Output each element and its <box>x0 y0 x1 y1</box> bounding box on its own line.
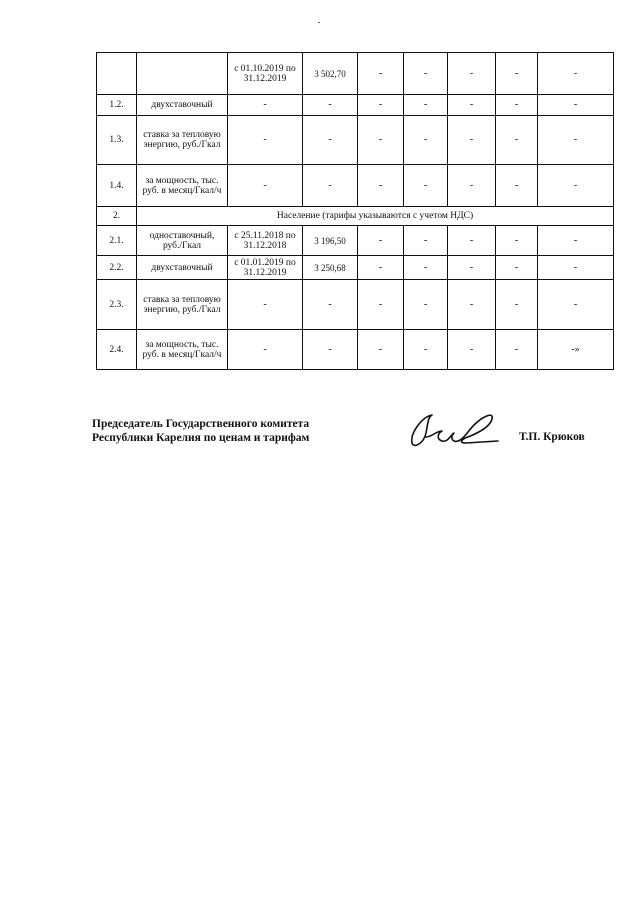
empty-value-cell: - <box>496 95 538 116</box>
table-row <box>97 256 614 280</box>
table-row <box>97 280 614 330</box>
row-number-cell: 1.2. <box>97 95 137 116</box>
empty-value-cell: - <box>538 165 614 207</box>
empty-value-cell: - <box>496 256 538 280</box>
empty-value-cell: - <box>448 280 496 330</box>
period-cell: с 01.01.2019 по 31.12.2019 <box>228 256 303 280</box>
signer-name: Т.П. Крюков <box>519 431 585 443</box>
empty-value-cell: - <box>358 165 404 207</box>
empty-value-cell: - <box>358 95 404 116</box>
table-row <box>97 53 614 95</box>
row-number-cell: 2. <box>97 207 137 226</box>
scan-speck <box>318 22 320 23</box>
empty-value-cell: - <box>496 116 538 165</box>
empty-value-cell: - <box>358 116 404 165</box>
value-cell: 3 250,68 <box>303 256 358 280</box>
tariff-name-cell: одноставочный, руб./Гкал <box>137 226 228 256</box>
signer-title-line1: Председатель Государственного комитета <box>92 418 310 430</box>
value-cell: 3 502,70 <box>303 53 358 95</box>
table-row <box>97 226 614 256</box>
signer-title-line2: Республики Карелия по ценам и тарифам <box>92 432 310 444</box>
empty-value-cell: - <box>538 53 614 95</box>
empty-value-cell: - <box>404 95 448 116</box>
table-row <box>97 330 614 370</box>
empty-value-cell: - <box>404 53 448 95</box>
empty-value-cell: - <box>496 226 538 256</box>
tariff-name-cell: ставка за тепловую энергию, руб./Гкал <box>137 116 228 165</box>
empty-value-cell: - <box>496 165 538 207</box>
empty-value-cell: - <box>404 330 448 370</box>
empty-value-cell: -» <box>538 330 614 370</box>
row-number-cell: 1.3. <box>97 116 137 165</box>
period-cell: с 01.10.2019 по 31.12.2019 <box>228 53 303 95</box>
value-cell: 3 196,50 <box>303 226 358 256</box>
period-cell: - <box>228 330 303 370</box>
empty-value-cell: - <box>404 256 448 280</box>
empty-value-cell: - <box>538 95 614 116</box>
tariff-name-cell: двухставочный <box>137 256 228 280</box>
period-cell: - <box>228 165 303 207</box>
table-row <box>97 165 614 207</box>
row-number-cell: 2.4. <box>97 330 137 370</box>
value-cell: - <box>303 95 358 116</box>
empty-value-cell: - <box>448 165 496 207</box>
row-number-cell: 2.3. <box>97 280 137 330</box>
row-number-cell <box>97 53 137 95</box>
empty-value-cell: - <box>496 280 538 330</box>
tariff-table-body <box>97 53 614 370</box>
empty-value-cell: - <box>404 226 448 256</box>
value-cell: - <box>303 330 358 370</box>
tariff-name-cell <box>137 53 228 95</box>
empty-value-cell: - <box>448 116 496 165</box>
empty-value-cell: - <box>496 330 538 370</box>
value-cell: - <box>303 116 358 165</box>
table-row <box>97 116 614 165</box>
empty-value-cell: - <box>358 256 404 280</box>
empty-value-cell: - <box>404 165 448 207</box>
table-row <box>97 95 614 116</box>
empty-value-cell: - <box>404 116 448 165</box>
empty-value-cell: - <box>358 280 404 330</box>
value-cell: - <box>303 280 358 330</box>
empty-value-cell: - <box>448 95 496 116</box>
empty-value-cell: - <box>538 256 614 280</box>
row-number-cell: 1.4. <box>97 165 137 207</box>
empty-value-cell: - <box>496 53 538 95</box>
handwritten-signature <box>402 403 502 453</box>
empty-value-cell: - <box>448 53 496 95</box>
value-cell: - <box>303 165 358 207</box>
empty-value-cell: - <box>538 116 614 165</box>
empty-value-cell: - <box>448 256 496 280</box>
empty-value-cell: - <box>358 226 404 256</box>
empty-value-cell: - <box>358 330 404 370</box>
tariff-name-cell: ставка за тепловую энергию, руб./Гкал <box>137 280 228 330</box>
empty-value-cell: - <box>404 280 448 330</box>
period-cell: с 25.11.2018 по 31.12.2018 <box>228 226 303 256</box>
tariff-name-cell: двухставочный <box>137 95 228 116</box>
tariff-name-cell: за мощность, тыс. руб. в месяц/Гкал/ч <box>137 330 228 370</box>
section-header-cell: Население (тарифы указываются с учетом НДС) <box>137 207 614 226</box>
tariff-table <box>96 52 614 370</box>
table-row <box>97 207 614 226</box>
signature-block <box>92 417 309 445</box>
empty-value-cell: - <box>538 226 614 256</box>
tariff-name-cell: за мощность, тыс. руб. в месяц/Гкал/ч <box>137 165 228 207</box>
empty-value-cell: - <box>448 330 496 370</box>
empty-value-cell: - <box>358 53 404 95</box>
period-cell: - <box>228 280 303 330</box>
period-cell: - <box>228 95 303 116</box>
row-number-cell: 2.2. <box>97 256 137 280</box>
empty-value-cell: - <box>448 226 496 256</box>
row-number-cell: 2.1. <box>97 226 137 256</box>
period-cell: - <box>228 116 303 165</box>
empty-value-cell: - <box>538 280 614 330</box>
